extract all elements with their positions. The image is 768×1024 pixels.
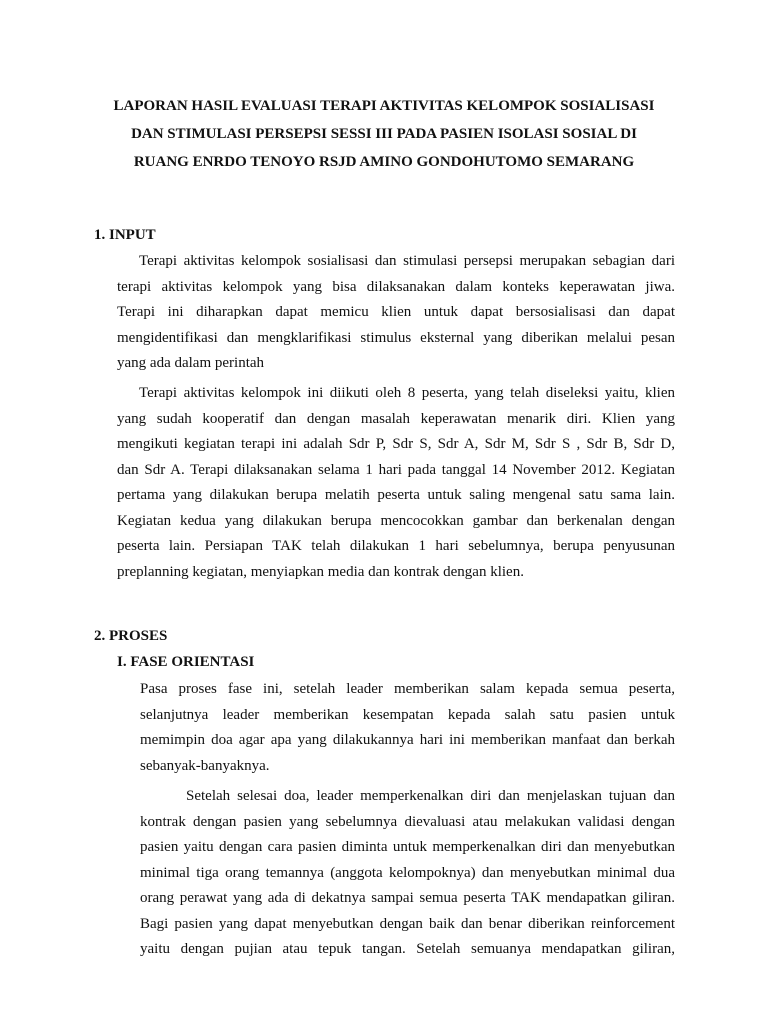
text-line: preplanning kegiatan, menyiapkan media dan kontrak dengan klien.	[117, 563, 524, 580]
text-line: yang sudah kooperatif dan dengan masalah keperawatan menarik diri. Klien yang	[117, 410, 675, 427]
title-line-3: RUANG ENRDO TENOYO RSJD AMINO GONDOHUTOMO SEMARANG	[133, 154, 635, 170]
title-line-2: DAN STIMULASI PERSEPSI SESSI III PADA PASIEN ISOLASI SOSIAL DI	[131, 126, 637, 142]
proses-paragraph-1	[140, 677, 675, 779]
section-heading-proses: 2. PROSES	[94, 628, 168, 644]
text-line: kontrak dengan pasien yang sebelumnya dievaluasi atau melakukan validasi dengan	[140, 813, 675, 830]
text-line: Terapi aktivitas kelompok ini diikuti oleh 8 peserta, yang telah diseleksi yaitu, klien	[139, 385, 675, 401]
text-line: Terapi ini diharapkan dapat memicu klien untuk dapat bersosialisasi dan dapat	[117, 304, 675, 320]
text-line: dan Sdr A. Terapi dilaksanakan selama 1 hari pada tanggal 14 November 2012. Kegiatan	[117, 461, 675, 478]
text-line: selanjutnya leader memberikan kesempatan kepada salah satu pasien untuk	[140, 706, 675, 723]
section-heading-input: 1. INPUT	[94, 227, 156, 243]
text-line: sebanyak-banyaknya.	[140, 757, 270, 774]
text-line: mengikuti kegiatan terapi ini adalah Sdr P, Sdr S, Sdr A, Sdr M, Sdr S , Sdr B, Sdr D,	[117, 436, 675, 452]
text-line: yang ada dalam perintah	[117, 355, 265, 371]
text-line: pasien yaitu dengan cara pasien diminta untuk memperkenalkan diri dan menyebutkan	[140, 839, 675, 855]
text-line: mengidentifikasi dan mengklarifikasi stimulus eksternal yang diberikan melalui pesan	[117, 329, 675, 346]
text-line: Terapi aktivitas kelompok sosialisasi dan stimulasi persepsi merupakan sebagian dari	[139, 253, 675, 269]
text-line: minimal tiga orang temannya (anggota kelompoknya) dan menyebutkan minimal dua	[140, 864, 675, 881]
text-line: orang perawat yang ada di dekatnya sampai semua peserta TAK mendapatkan giliran.	[140, 890, 675, 906]
title-line-1: LAPORAN HASIL EVALUASI TERAPI AKTIVITAS KELOMPOK SOSIALISASI	[113, 98, 655, 114]
text-line: Kegiatan kedua yang dilakukan berupa mencocokkan gambar dan berkenalan dengan	[117, 512, 675, 529]
text-line: peserta lain. Persiapan TAK telah dilakukan 1 hari sebelumnya, berupa penyusunan	[117, 538, 675, 554]
text-line: memimpin doa agar apa yang dilakukannya hari ini memberikan manfaat dan berkah	[140, 732, 675, 748]
text-line: Bagi pasien yang dapat menyebutkan dengan baik dan benar diberikan reinforcement	[140, 915, 675, 932]
text-line: pertama yang dilakukan berupa melatih peserta untuk saling mengenal satu sama lain.	[117, 487, 675, 503]
text-line: Setelah selesai doa, leader memperkenalkan diri dan menjelaskan tujuan dan	[186, 788, 675, 804]
document-title	[60, 92, 708, 176]
input-paragraph-2	[117, 381, 675, 585]
input-paragraph-1	[117, 249, 675, 377]
text-line: Pasa proses fase ini, setelah leader memberikan salam kepada semua peserta,	[140, 681, 675, 697]
subheading-fase-orientasi: I. FASE ORIENTASI	[117, 654, 255, 670]
proses-paragraph-2	[140, 784, 675, 963]
text-line: terapi aktivitas kelompok yang bisa dilaksanakan dalam konteks keperawatan jiwa.	[117, 278, 675, 295]
text-line: yaitu dengan pujian atau tepuk tangan. Setelah semuanya mendapatkan giliran,	[140, 941, 675, 957]
